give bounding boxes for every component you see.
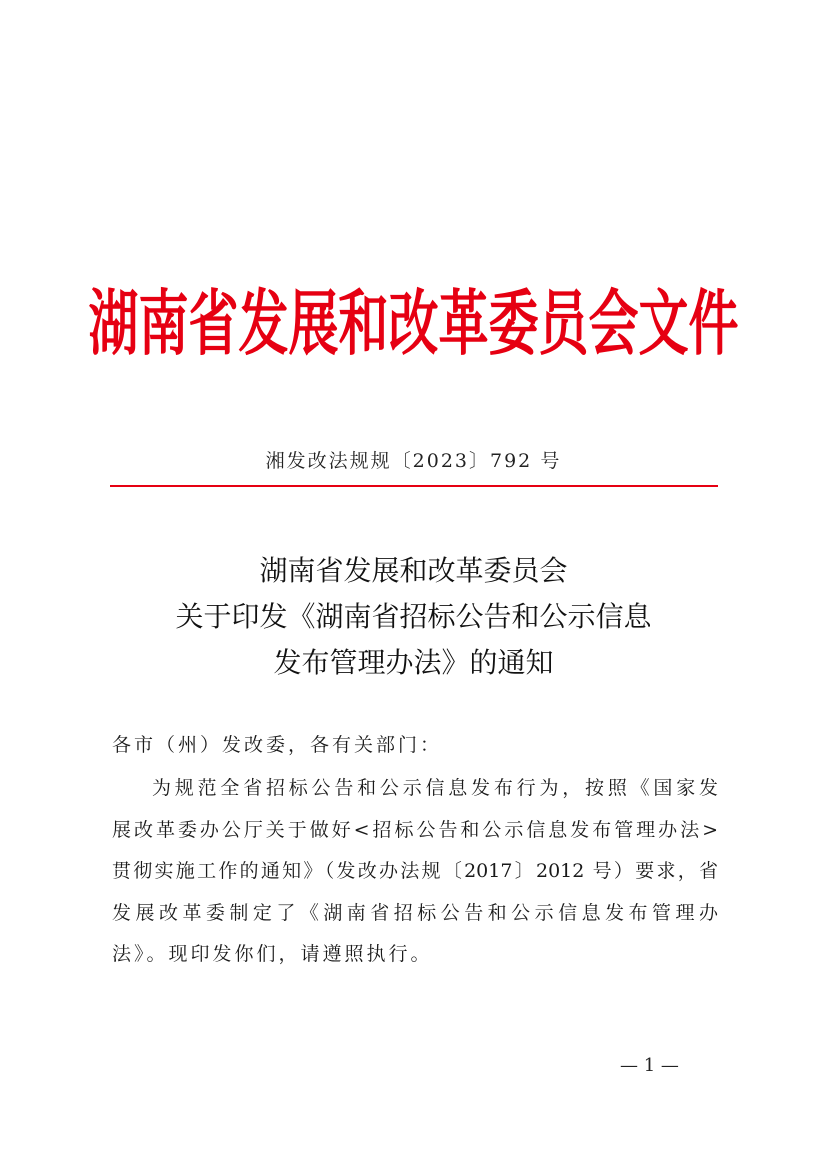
title-line-1: 湖南省发展和改革委员会 [259,554,568,587]
document-title [0,548,827,686]
body-line-4: 发展改革委制定了《湖南省招标公告和公示信息发布管理办 [112,901,718,924]
title-line-3: 发布管理办法》的通知 [273,646,554,679]
red-separator-line [110,485,718,487]
document-masthead: 湖南省发展和改革委员会文件 [88,282,739,366]
page-number: — 1 — [620,1055,679,1076]
body-line-5: 法》。现印发你们，请遵照执行。 [112,943,433,965]
body-paragraph [112,768,718,976]
body-line-2: 展改革委办公厅关于做好<招标公告和公示信息发布管理办法> [112,818,718,841]
body-line-3: 贯彻实施工作的通知》（发改办法规〔2017〕2012 号）要求，省 [112,860,718,882]
document-number: 湘发改法规规〔2023〕792 号 [265,450,562,472]
body-line-1: 为规范全省招标公告和公示信息发布行为，按照《国家发 [152,777,718,799]
title-line-2: 关于印发《湖南省招标公告和公示信息 [175,600,652,633]
salutation: 各市（州）发改委，各有关部门： [112,734,443,756]
